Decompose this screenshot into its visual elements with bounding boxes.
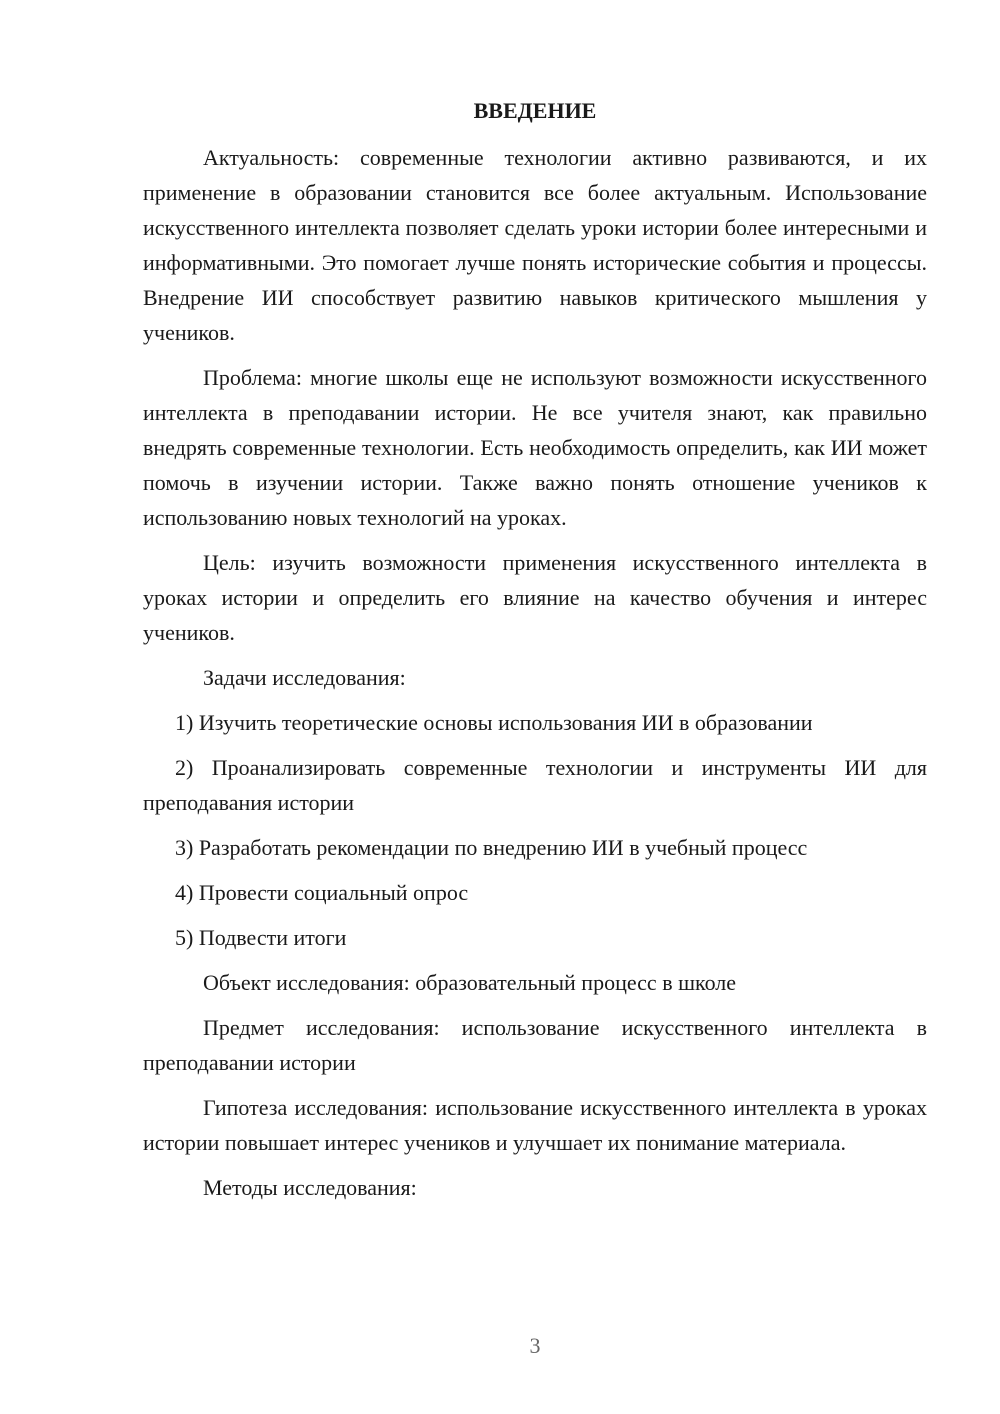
list-item: 4) Провести социальный опрос: [175, 880, 469, 905]
tasks-heading: Задачи исследования:: [203, 665, 406, 690]
problem-paragraph: Проблема: многие школы еще не используют возможности искусственного интеллекта в преподавании истории. Не все учителя знают, как правильно внедрять современные технологии. Есть необходимость определить, как ИИ может помочь в изучении истории. Также важно понять отношение учеников к использованию новых технологий на уроках.: [143, 365, 927, 530]
list-item: 5) Подвести итоги: [175, 925, 347, 950]
section-title: ВВЕДЕНИЕ: [473, 98, 597, 123]
hypothesis-paragraph: Гипотеза исследования: использование искусственного интеллекта в уроках истории повышает интерес учеников и улучшает их понимание материала.: [143, 1095, 927, 1155]
page-number: 3: [529, 1333, 541, 1358]
methods-heading: Методы исследования:: [203, 1175, 417, 1200]
list-item: 3) Разработать рекомендации по внедрению ИИ в учебный процесс: [175, 835, 808, 860]
document-page: [143, 96, 927, 1215]
tasks-list: [143, 705, 927, 955]
object-paragraph: Объект исследования: образовательный процесс в школе: [203, 970, 737, 995]
list-item: 1) Изучить теоретические основы использования ИИ в образовании: [175, 710, 813, 735]
goal-paragraph: Цель: изучить возможности применения искусственного интеллекта в уроках истории и определить его влияние на качество обучения и интерес учеников.: [143, 550, 927, 645]
relevance-paragraph: Актуальность: современные технологии активно развиваются, и их применение в образовании становится все более актуальным. Использование искусственного интеллекта позволяет сделать уроки истории более интересными и информативными. Это помогает лучше понять исторические события и процессы. Внедрение ИИ способствует развитию навыков критического мышления у учеников.: [143, 145, 927, 345]
list-item: 2) Проанализировать современные технологии и инструменты ИИ для преподавания истории: [143, 755, 927, 815]
subject-paragraph: Предмет исследования: использование искусственного интеллекта в преподавании истории: [143, 1015, 927, 1075]
